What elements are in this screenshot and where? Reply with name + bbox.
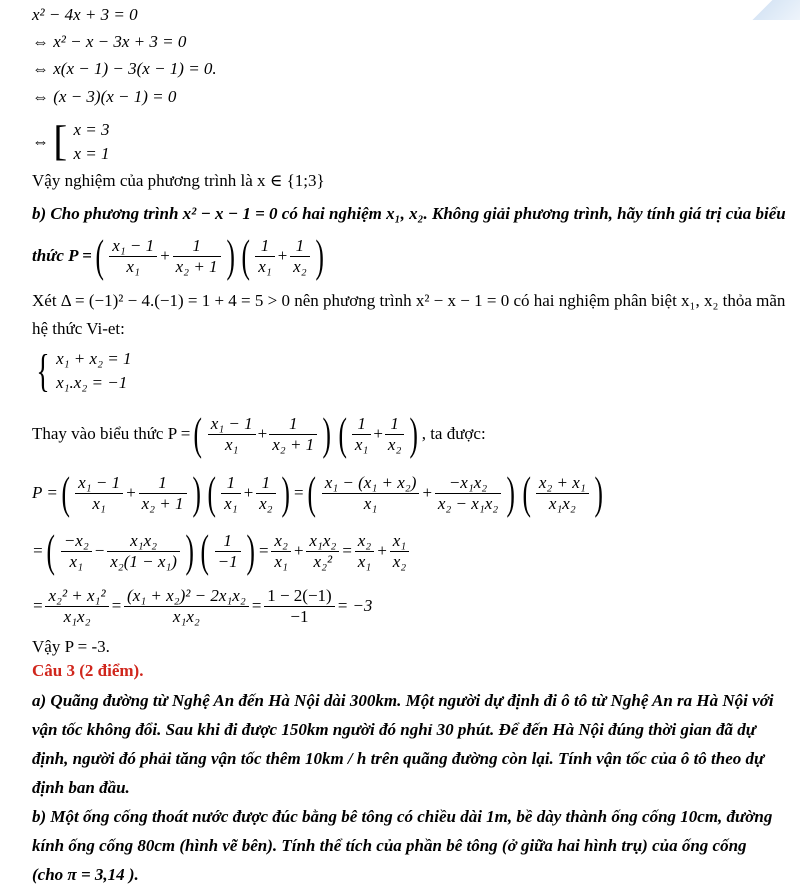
vieta-intro: hệ thức Vi-et: [32, 319, 125, 338]
substitute-end: , ta được: [421, 424, 486, 443]
final-answer-b: Vậy P = -3. [32, 637, 110, 656]
q3a-line-1: a) Quãng đường từ Nghệ An đến Hà Nội dài 300km. Một người dự định đi ô tô từ Nghệ An ra Hà Nội với [32, 691, 774, 710]
vieta-system [32, 345, 131, 397]
vieta-product: x₁.x₂ = −1 [56, 373, 128, 392]
conclusion-a: Vậy nghiệm của phương trình là x ∈ {1;3} [32, 171, 325, 190]
substitute-text: Thay vào biểu thức P = [32, 424, 191, 443]
vieta-sum: x₁ + x₂ = 1 [56, 349, 132, 368]
equation-line-2: ⇔ x² − x − 3x + 3 = 0 [32, 32, 187, 51]
curly-brace: { [36, 345, 50, 396]
q3a-line-3: định, người đó phải tăng vận tốc thêm 10km / h trên quãng đường còn lại. Tính vận tốc của ô tô theo dự [32, 749, 765, 768]
computation-line-3: = $\frac{\text{x₂² + x₁²}}{\text{x₁x₂}}$ = $\frac{\text{(x₁ + x₂)² − 2x₁x₂}}{\text{x₁x₂}}$ = $\frac{1 - 2(-1)}{-1}$ = −3 [32, 585, 373, 626]
q3b-line-3: (cho π = 3,14 ). [32, 865, 139, 884]
square-bracket: [ [53, 119, 68, 165]
discriminant-line: Xét Δ = (−1)² − 4.(−1) = 1 + 4 = 5 > 0 nên phương trình x² − x − 1 = 0 có hai nghiệm phân biệt x₁, x₂ thỏa mãn [32, 291, 786, 310]
equivalent-symbol: ⇔ [32, 132, 49, 151]
equation-line-1: x² − 4x + 3 = 0 [32, 5, 138, 24]
solution-stack [74, 118, 110, 166]
expression-label: thức P = [32, 246, 92, 265]
equation-line-4: ⇔ (x − 3)(x − 1) = 0 [32, 87, 177, 106]
substitute-line: Thay vào biểu thức P = ( $\frac{\text{x₁ − 1}}{\text{x₁}}$ + $\frac{1}{\text{x₂ + 1}}$ ) ( $\frac{1}{\text{x₁}}$ + $\frac{1}{\text{x₂}}$ ) , ta được: [32, 408, 486, 459]
part-b-expression: thức P = ( $\frac{\text{x₁ − 1}}{\text{x₁}}$ + $\frac{1}{\text{x₂ + 1}}$ ) ( $\frac{1}{\text{x₁}}$ + $\frac{1}{\text{x₂}}$ ) [32, 230, 324, 281]
computation-line-1: P = ( $\frac{\text{x₁ − 1}}{\text{x₁}}$ + $\frac{1}{\text{x₂ + 1}}$ ) ( $\frac{1}{\text{x₁}}$ + $\frac{1}{\text{x₂}}$ ) = ( $\frac{\text{x₁ − (x₁ + x₂)}}{\text{x₁}}$ + $\frac{\text{−x₁x₂}}{\text{x₂ − x₁x₂}}$ ) ( $\frac{\text{x₂ + x₁}}{\text{x₁x₂}}$ ) [32, 467, 603, 518]
q3b-line-2: kính ống cống 80cm (hình vẽ bên). Tính thể tích của phần bê tông (ở giữa hai hình trụ) của ống cống [32, 836, 747, 855]
solution-x3: x = 3 [73, 120, 110, 139]
question-3-heading: Câu 3 (2 điểm). [32, 661, 144, 680]
solution-set-bracket [32, 118, 110, 166]
q3b-line-1: b) Một ống cống thoát nước được đúc bằng bê tông có chiều dài 1m, bề dày thành ống cống 10cm, đường [32, 807, 773, 826]
q3a-line-4: định ban đầu. [32, 778, 130, 797]
corner-decoration [740, 0, 800, 20]
solution-x1: x = 1 [73, 144, 110, 163]
computation-line-2: = ( $\frac{\text{−x₂}}{\text{x₁}}$ − $\frac{\text{x₁x₂}}{\text{x₂(1 − x₁)}}$ ) ( $\frac{1}{-1}$ ) = $\frac{\text{x₂}}{\text{x₁}}$ + $\frac{\text{x₁x₂}}{\text{x₂²}}$ = $\frac{\text{x₂}}{\text{x₁}}$ + $\frac{\text{x₁}}{\text{x₂}}$ [32, 526, 411, 576]
q3a-line-2: vận tốc không đổi. Sau khi đi được 150km người đó nghỉ 30 phút. Để đến Hà Nội đúng thời gian đã dự [32, 720, 756, 739]
equation-line-3: ⇔ x(x − 1) − 3(x − 1) = 0. [32, 59, 217, 78]
part-b-title: b) Cho phương trình x² − x − 1 = 0 có hai nghiệm x₁, x₂. Không giải phương trình, hãy tính giá trị của biểu [32, 204, 786, 223]
